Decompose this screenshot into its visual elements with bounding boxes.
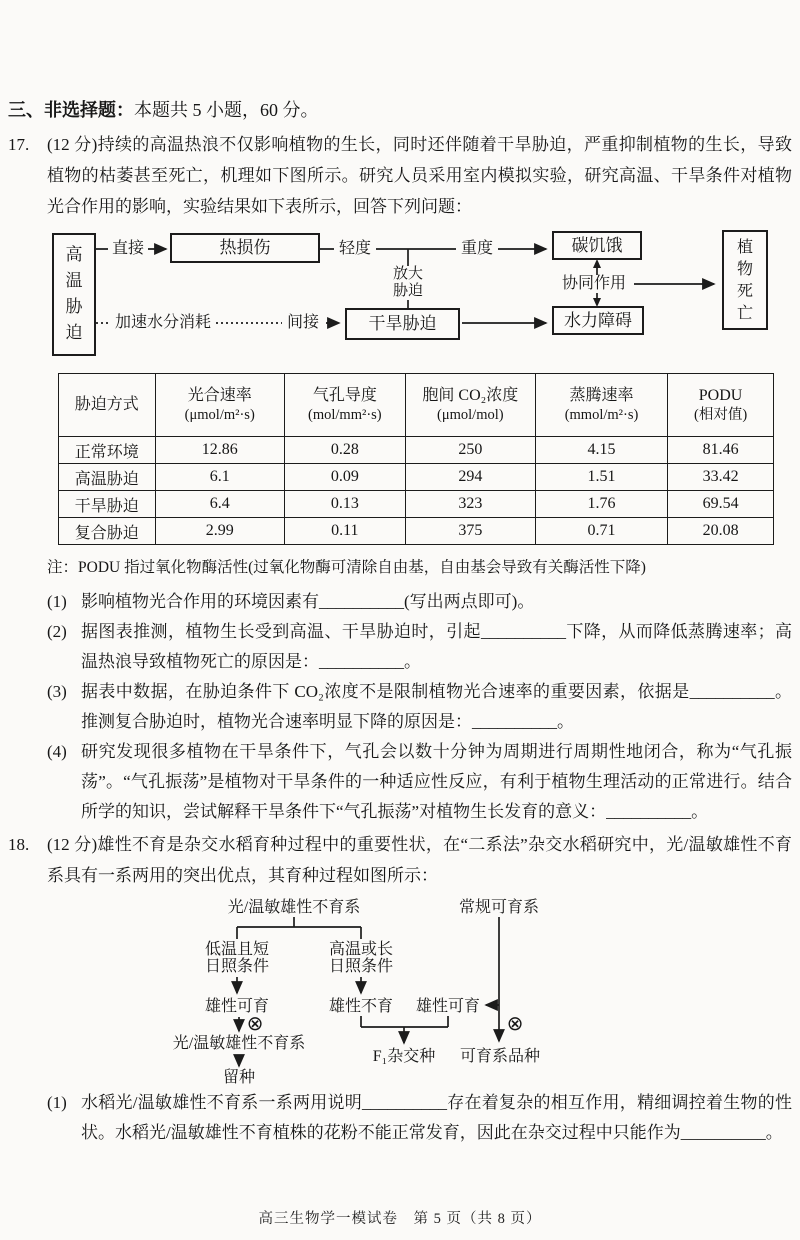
table-note: 注：PODU 指过氧化物酶活性(过氧化物酶可清除自由基，自由基会导致有关酶活性下降) [47, 559, 646, 576]
table-header-cell: 光合速率 (μmol/m²·s) [155, 374, 284, 437]
table-header-cell: 蒸腾速率 (mmol/m²·s) [535, 374, 667, 437]
box-carbon-starvation: 碳饥饿 [552, 231, 642, 260]
table-row [59, 518, 774, 545]
label-male-fertile-left: 雄性可育 [204, 998, 269, 1015]
section-header [8, 98, 792, 122]
q17-data-table [58, 373, 774, 545]
table-cell: 0.09 [284, 464, 405, 491]
label-normal-fertile-line: 常规可育系 [459, 899, 540, 916]
box-drought-stress: 干旱胁迫 [345, 308, 460, 340]
question-18-items [8, 1088, 792, 1148]
table-header-row [59, 374, 774, 437]
table-cell: 6.4 [155, 491, 284, 518]
question-17-body [47, 129, 792, 827]
table-header-cell: 胞间 CO₂浓度 (μmol/mol) [405, 374, 535, 437]
table-cell: 2.99 [155, 518, 284, 545]
table-cell: 33.42 [668, 464, 774, 491]
table-row [59, 464, 774, 491]
table-cell: 12.86 [155, 437, 284, 464]
label-synergy: 协同作用 [554, 275, 634, 293]
label-fertile-variety: 可育系品种 [460, 1048, 541, 1065]
question-18-intro: (12 分)雄性不育是杂交水稻育种过程中的重要性状，在“二系法”杂交水稻研究中，光/温敏雄性不育系具有一系两用的突出优点，其育种过程如图所示： [47, 835, 792, 885]
table-cell: 高温胁迫 [59, 464, 156, 491]
question-17-intro: (12 分)持续的高温热浪不仅影响植物的生长，同时还伴随着干旱胁迫，严重抑制植物的生长，导致植物的枯萎甚至死亡，机理如下图所示。研究人员采用室内模拟实验，研究高温、干旱条件对植物光合作用的影响，实验结果如下表所示，回答下列问题： [47, 135, 792, 216]
table-cell: 1.51 [535, 464, 667, 491]
box-plant-death: 植物死亡 [722, 230, 768, 330]
table-cell: 375 [405, 518, 535, 545]
table-cell: 正常环境 [59, 437, 156, 464]
table-cell: 1.76 [535, 491, 667, 518]
label-severe: 重度 [456, 240, 498, 258]
label-mild: 轻度 [334, 240, 376, 258]
table-header-cell: 胁迫方式 [59, 374, 156, 437]
label-cond-high-temp: 高温或长 日照条件 [328, 941, 393, 975]
label-f1-hybrid: F₁杂交种 [372, 1048, 436, 1065]
q17-item-1: (1) 影响植物光合作用的环境因素有__________(写出两点即可)。 [47, 592, 535, 611]
table-header-cell: 气孔导度 (mol/mm²·s) [284, 374, 405, 437]
question-17-number: 17. [8, 135, 30, 154]
table-cell: 81.46 [668, 437, 774, 464]
table-cell: 0.71 [535, 518, 667, 545]
box-heat-stress: 高温胁迫 [52, 233, 96, 356]
label-indirect: 间接 [282, 314, 324, 332]
table-header-cell: PODU (相对值) [668, 374, 774, 437]
question-18-body [47, 829, 792, 891]
label-cond-low-temp: 低温且短 日照条件 [204, 941, 269, 975]
box-hydraulic-failure: 水力障碍 [552, 306, 644, 335]
section-title: 三、非选择题： [8, 100, 134, 120]
table-row [59, 491, 774, 518]
label-accelerate-water: 加速水分消耗 [110, 314, 216, 332]
self-pollination-icon: ⊗ [506, 1011, 524, 1035]
label-male-fertile-right: 雄性可育 [415, 998, 480, 1015]
table-cell: 294 [405, 464, 535, 491]
page-footer: 高三生物学一模试卷 第 5 页（共 8 页） [258, 1211, 542, 1227]
question-17 [8, 129, 792, 827]
q17-item-4: (4) 研究发现很多植物在干旱条件下，气孔会以数十分钟为周期进行周期性地闭合，称为“气孔振荡”。“气孔振荡”是植物对干旱条件的一种适应性反应，有利于植物生理活动的正常进行。结合所学的知识，尝试解释干旱条件下“气孔振荡”对植物生长发育的意义：__________。 [47, 742, 792, 821]
table-cell: 323 [405, 491, 535, 518]
section-subtitle: 本题共 5 小题，60 分。 [134, 100, 319, 120]
question-18-number: 18. [8, 835, 30, 854]
table-cell: 复合胁迫 [59, 518, 156, 545]
table-cell: 6.1 [155, 464, 284, 491]
label-direct: 直接 [108, 240, 148, 258]
box-heat-injury: 热损伤 [170, 233, 320, 263]
table-cell: 69.54 [668, 491, 774, 518]
table-row [59, 437, 774, 464]
label-male-sterile: 雄性不育 [328, 998, 393, 1015]
label-pts-line-bottom: 光/温敏雄性不育系 [172, 1035, 306, 1052]
question-18 [8, 829, 792, 891]
q17-item-2: (2) 据图表推测，植物生长受到高温、干旱胁迫时，引起__________下降，从而降低蒸腾速率；高温热浪导致植物死亡的原因是：__________。 [47, 622, 792, 671]
q17-item-3: (3) 据表中数据，在胁迫条件下 CO₂浓度不是限制植物光合速率的重要因素，依据是__________。推测复合胁迫时，植物光合速率明显下降的原因是：__________。 [47, 682, 792, 731]
label-keep-seed: 留种 [222, 1069, 255, 1086]
table-cell: 250 [405, 437, 535, 464]
self-pollination-icon: ⊗ [246, 1011, 264, 1035]
table-cell: 0.13 [284, 491, 405, 518]
table-cell: 干旱胁迫 [59, 491, 156, 518]
table-cell: 0.11 [284, 518, 405, 545]
label-amplify-stress: 放大 胁迫 [386, 266, 430, 300]
label-pts-line-top: 光/温敏雄性不育系 [227, 899, 361, 916]
table-cell: 20.08 [668, 518, 774, 545]
table-cell: 0.28 [284, 437, 405, 464]
q17-flowchart [52, 226, 778, 360]
q18-breeding-diagram [8, 893, 734, 1088]
q18-item-1: (1) 水稻光/温敏雄性不育系一系两用说明__________存在着复杂的相互作用，精细调控着生物的性状。水稻光/温敏雄性不育植株的花粉不能正常发育，因此在杂交过程中只能作为__________。 [47, 1093, 792, 1142]
table-cell: 4.15 [535, 437, 667, 464]
